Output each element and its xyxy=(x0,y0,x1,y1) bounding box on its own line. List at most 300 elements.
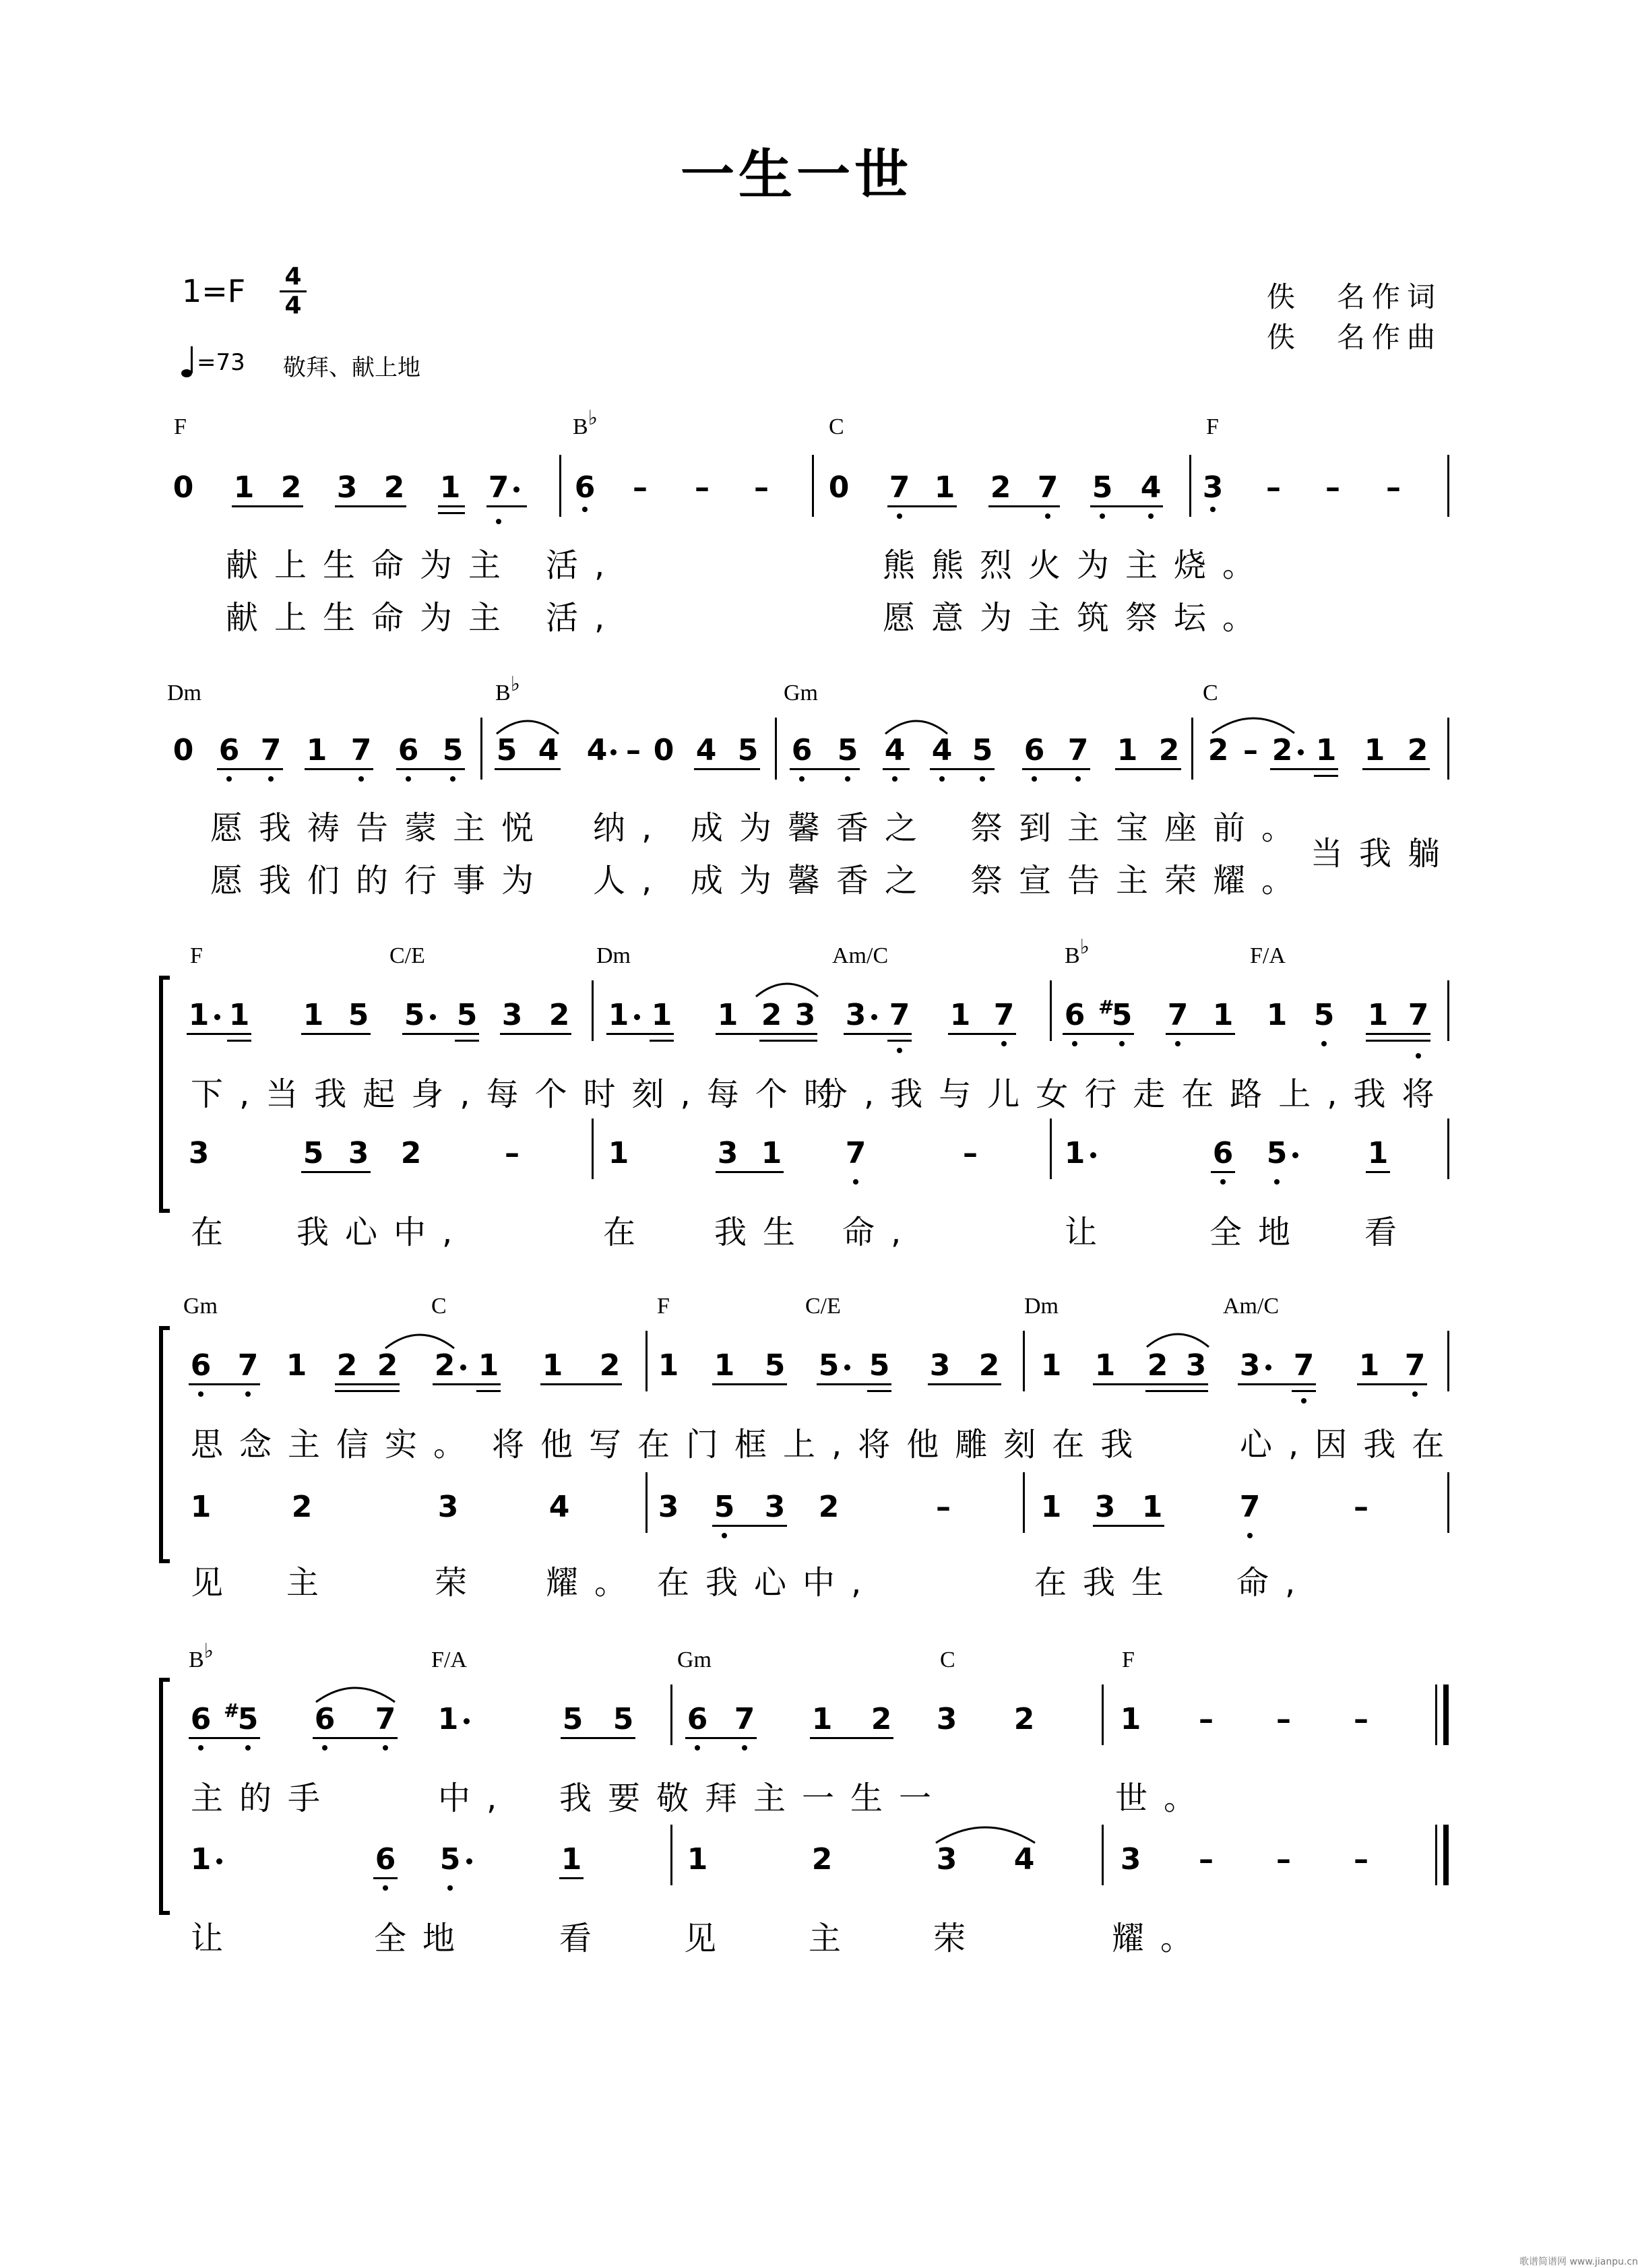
flat-icon: ♭ xyxy=(588,407,598,429)
eighth-underline xyxy=(189,1383,260,1385)
note: 7 xyxy=(1037,470,1059,505)
low-octave-dot xyxy=(695,1745,700,1751)
dash: – xyxy=(1276,1842,1291,1877)
note: 3 xyxy=(188,1136,210,1170)
lyric-line: 愿我祷告蒙主悦 xyxy=(210,809,550,847)
note: 3 xyxy=(1202,470,1224,505)
augmentation-dot xyxy=(430,1014,436,1020)
eighth-underline xyxy=(1166,1033,1235,1035)
chord-symbol: F/A xyxy=(1250,943,1286,968)
low-octave-dot xyxy=(1220,1179,1226,1185)
note: 1 xyxy=(714,1348,735,1383)
eighth-underline xyxy=(1115,768,1181,770)
eighth-underline xyxy=(500,1033,571,1035)
low-octave-dot xyxy=(582,507,588,512)
eighth-underline xyxy=(988,505,1060,507)
barline xyxy=(480,718,482,780)
lyric-syllable: 在我生 xyxy=(1034,1564,1180,1602)
augmentation-dot xyxy=(610,749,617,755)
slur xyxy=(753,974,821,1001)
note: 1 xyxy=(190,1490,212,1524)
augmentation-dot xyxy=(1292,1152,1298,1158)
eighth-underline xyxy=(1022,768,1090,770)
note: 5 xyxy=(442,733,464,767)
note: 6 xyxy=(1023,733,1045,767)
low-octave-dot xyxy=(897,513,902,519)
chord-symbol: Am/C xyxy=(1223,1294,1280,1319)
system-bracket xyxy=(159,1326,170,1563)
eighth-underline xyxy=(373,1877,398,1879)
dash: – xyxy=(1266,470,1281,505)
dash: – xyxy=(963,1136,978,1170)
note: 2 xyxy=(1207,733,1229,767)
note: 7 xyxy=(237,1348,259,1383)
sixteenth-underline xyxy=(1292,1390,1316,1392)
note: 1 xyxy=(478,1348,499,1383)
eighth-underline xyxy=(1366,1033,1430,1035)
dash: – xyxy=(1243,733,1258,767)
note: 5 xyxy=(496,733,517,767)
note: 1 xyxy=(761,1136,782,1170)
note: 7 xyxy=(1293,1348,1315,1383)
lyric-syllable: 主 xyxy=(286,1564,336,1602)
note: 2 xyxy=(818,1490,840,1524)
sixteenth-underline xyxy=(650,1040,674,1042)
eighth-underline xyxy=(189,1737,260,1739)
low-octave-dot xyxy=(358,776,364,782)
chord-symbol: C xyxy=(1203,681,1218,705)
lyric-syllable: 我心中, xyxy=(296,1214,469,1251)
note: 5 xyxy=(348,998,369,1032)
system-bracket xyxy=(159,1678,170,1915)
low-octave-dot xyxy=(226,776,232,782)
note: 7 xyxy=(260,733,282,767)
note: 4 xyxy=(884,733,906,767)
augmentation-dot xyxy=(464,1718,470,1724)
dash: – xyxy=(1325,470,1340,505)
barline xyxy=(1447,1331,1449,1391)
augmentation-dot xyxy=(466,1858,472,1864)
page-title: 一生一世 xyxy=(681,143,912,206)
note: 6 xyxy=(314,1702,336,1736)
chord-symbol: F xyxy=(190,943,203,968)
note: 0 xyxy=(172,470,194,505)
barline xyxy=(1050,1119,1052,1179)
low-octave-dot xyxy=(1032,776,1037,782)
dash: – xyxy=(695,470,710,505)
low-octave-dot xyxy=(1412,1391,1418,1397)
note: 2 xyxy=(1271,733,1293,767)
note: 3 xyxy=(658,1490,679,1524)
note: 3 xyxy=(348,1136,369,1170)
note: 2 xyxy=(978,1348,1000,1383)
note: 2 xyxy=(280,470,302,505)
note: 1 xyxy=(934,470,955,505)
note: 1 xyxy=(1040,1490,1062,1524)
note: 2 xyxy=(291,1490,313,1524)
chord-symbol xyxy=(573,407,598,440)
eighth-underline xyxy=(313,1737,398,1739)
lyric-syllable: 在我心中, xyxy=(657,1564,878,1602)
note: 1 xyxy=(687,1842,708,1877)
time-signature xyxy=(280,265,307,318)
note: 3 xyxy=(845,998,867,1032)
note: 4 xyxy=(586,733,608,767)
note: 2 xyxy=(336,1348,358,1383)
eighth-underline xyxy=(1357,1383,1427,1385)
note: 1 xyxy=(233,470,255,505)
dash: – xyxy=(1199,1702,1214,1736)
note: 1 xyxy=(542,1348,563,1383)
note: 2 xyxy=(377,1348,398,1383)
note: 3 xyxy=(1239,1348,1261,1383)
note: 2 xyxy=(434,1348,455,1383)
note: 7 xyxy=(375,1702,396,1736)
barline xyxy=(670,1684,672,1745)
note: 3 xyxy=(936,1702,957,1736)
note: 6 xyxy=(190,1702,212,1736)
note: 2 xyxy=(548,998,570,1032)
note: 3 xyxy=(501,998,523,1032)
chord-symbol: Dm xyxy=(1024,1294,1059,1319)
barline xyxy=(1102,1684,1104,1745)
note: 2 xyxy=(383,470,405,505)
lyric-line: 下,当我起身,每个时刻,每个时 xyxy=(191,1075,852,1113)
note: 1 xyxy=(1040,1348,1062,1383)
note: 5 xyxy=(714,1490,735,1524)
note: 5 xyxy=(562,1702,584,1736)
barline xyxy=(1447,718,1449,780)
note: 7 xyxy=(889,998,910,1032)
note: 1 xyxy=(1367,998,1389,1032)
chord-symbol: Dm xyxy=(167,681,201,705)
note: 1 xyxy=(1212,998,1234,1032)
lyric-syllable: 命, xyxy=(842,1214,918,1251)
sixteenth-underline xyxy=(227,1040,251,1042)
sixteenth-underline xyxy=(867,1390,891,1392)
note: 1 xyxy=(228,998,250,1032)
lyric-line: 思念主信实。 xyxy=(191,1426,482,1463)
lyric-line: 成为馨香之 xyxy=(691,862,934,900)
final-barline-thick xyxy=(1443,1825,1449,1885)
chord-symbol: Dm xyxy=(596,943,631,968)
dash: – xyxy=(1276,1702,1291,1736)
lyric-line: 我要敬拜主一生一 xyxy=(559,1779,948,1817)
note: 6 xyxy=(190,1348,212,1383)
low-octave-dot xyxy=(1416,1053,1421,1059)
note: 1 xyxy=(1364,733,1385,767)
eighth-underline xyxy=(685,1737,757,1739)
low-octave-dot xyxy=(1247,1533,1253,1538)
eighth-underline xyxy=(335,1383,400,1385)
lyric-syllable: 看 xyxy=(1364,1214,1414,1251)
note: 1 xyxy=(1367,1136,1389,1170)
lyric-syllable: 看 xyxy=(559,1920,608,1957)
note: 7 xyxy=(488,470,509,505)
note: 7 xyxy=(1239,1490,1261,1524)
note: 1 xyxy=(1315,733,1337,767)
dash: – xyxy=(1354,1842,1368,1877)
note: 5 xyxy=(1266,1136,1288,1170)
note: 3 xyxy=(437,1490,459,1524)
eighth-underline xyxy=(606,1033,674,1035)
lyric-line: 纳, xyxy=(593,809,668,847)
chord-symbol: Gm xyxy=(784,681,818,705)
sixteenth-underline xyxy=(438,512,465,514)
sixteenth-underline xyxy=(476,1390,501,1392)
note: 5 xyxy=(237,1702,259,1736)
barline xyxy=(1023,1472,1025,1533)
chord-symbol: Gm xyxy=(183,1294,218,1319)
eighth-underline xyxy=(1238,1383,1316,1385)
augmentation-dot xyxy=(871,1014,877,1020)
eighth-underline xyxy=(1093,1525,1164,1527)
note: 5 xyxy=(404,998,425,1032)
eighth-underline xyxy=(1362,768,1430,770)
augmentation-dot xyxy=(216,1858,222,1864)
note: 1 xyxy=(437,1702,459,1736)
lyric-syllable: 见 xyxy=(684,1920,733,1957)
low-octave-dot xyxy=(1001,1041,1007,1046)
note: 4 xyxy=(548,1490,570,1524)
note: 1 xyxy=(303,998,324,1032)
barline xyxy=(1102,1825,1104,1885)
note: 1 xyxy=(1358,1348,1380,1383)
note: 5 xyxy=(869,1348,890,1383)
note: 5 xyxy=(456,998,478,1032)
note: 6 xyxy=(375,1842,396,1877)
note: 1 xyxy=(1141,1490,1163,1524)
eighth-underline xyxy=(540,1383,622,1385)
note: 2 xyxy=(1147,1348,1168,1383)
chord-symbol: C xyxy=(940,1647,955,1672)
slur xyxy=(1144,1324,1211,1351)
eighth-underline xyxy=(438,505,465,507)
composer-credit: 佚 名作曲 xyxy=(1267,321,1443,354)
note: 2 xyxy=(400,1136,422,1170)
note: 5 xyxy=(1092,470,1113,505)
low-octave-dot xyxy=(722,1533,727,1538)
note: 6 xyxy=(1064,998,1085,1032)
lyric-syllable: 让 xyxy=(191,1920,240,1957)
final-barline-thin xyxy=(1435,1684,1437,1745)
note: 3 xyxy=(336,470,358,505)
note: 7 xyxy=(1067,733,1089,767)
lyric-line: 分,我与儿女行走在路上,我将 xyxy=(815,1075,1451,1113)
low-octave-dot xyxy=(1301,1398,1306,1404)
low-octave-dot xyxy=(198,1391,203,1397)
eighth-underline xyxy=(810,1737,893,1739)
augmentation-dot xyxy=(460,1364,466,1371)
lyric-line: 当我躺 xyxy=(1311,835,1457,873)
note: 4 xyxy=(1140,470,1162,505)
chord-symbol: F xyxy=(1206,414,1219,439)
lyric-syllable: 荣 xyxy=(435,1564,484,1602)
note: 7 xyxy=(350,733,372,767)
lyric-syllable: 耀。 xyxy=(1112,1920,1209,1957)
note: 3 xyxy=(1185,1348,1207,1383)
low-octave-dot xyxy=(853,1179,858,1185)
dash: – xyxy=(1354,1490,1368,1524)
augmentation-dot xyxy=(844,1364,850,1371)
flat-icon: ♭ xyxy=(1079,936,1090,958)
dash: – xyxy=(1386,470,1401,505)
note: 7 xyxy=(845,1136,867,1170)
barline xyxy=(670,1825,672,1885)
low-octave-dot xyxy=(1321,1041,1327,1046)
lyric-syllable: 荣 xyxy=(933,1920,982,1957)
low-octave-dot xyxy=(1072,1041,1077,1046)
eighth-underline xyxy=(1366,1171,1390,1173)
note: 3 xyxy=(794,998,816,1032)
chord-root: B xyxy=(1065,943,1080,968)
lyric-syllable: 让 xyxy=(1065,1214,1114,1251)
sixteenth-underline xyxy=(1314,775,1338,777)
note: 7 xyxy=(1408,998,1429,1032)
chord-root: B xyxy=(189,1647,204,1672)
low-octave-dot xyxy=(268,776,274,782)
note: 3 xyxy=(1120,1842,1141,1877)
eighth-underline xyxy=(217,768,283,770)
low-octave-dot xyxy=(1175,1041,1180,1046)
lyric-syllable: 命, xyxy=(1236,1564,1312,1602)
barline xyxy=(1447,455,1449,517)
low-octave-dot xyxy=(406,776,411,782)
augmentation-dot xyxy=(513,486,519,493)
low-octave-dot xyxy=(450,776,455,782)
augmentation-dot xyxy=(634,1014,640,1020)
chord-symbol xyxy=(495,673,520,706)
lyric-line: 活, xyxy=(546,599,621,637)
note: 1 xyxy=(286,1348,307,1383)
note: 3 xyxy=(936,1842,957,1877)
lyric-line: 将他写在门框上,将他雕刻在我 xyxy=(492,1426,1149,1463)
lyric-line: 熊熊烈火为主烧。 xyxy=(883,546,1271,584)
low-octave-dot xyxy=(892,776,897,782)
note: 5 xyxy=(1111,998,1133,1032)
low-octave-dot xyxy=(1119,1041,1125,1046)
eighth-underline xyxy=(232,505,303,507)
dash: – xyxy=(626,733,641,767)
eighth-underline xyxy=(433,1383,501,1385)
eighth-underline xyxy=(305,768,373,770)
note: 5 xyxy=(764,1348,786,1383)
low-octave-dot xyxy=(845,776,850,782)
note: 1 xyxy=(658,1348,679,1383)
lyricist-credit: 佚 名作词 xyxy=(1267,280,1443,313)
note: 0 xyxy=(172,733,194,767)
lyric-syllable: 在 xyxy=(603,1214,652,1251)
eighth-underline xyxy=(1063,1033,1134,1035)
note: 2 xyxy=(871,1702,892,1736)
augmentation-dot xyxy=(1090,1152,1096,1158)
note: 2 xyxy=(1158,733,1180,767)
note: 1 xyxy=(1094,1348,1116,1383)
lyric-line: 祭宣告主荣耀。 xyxy=(970,862,1311,900)
note: 3 xyxy=(1094,1490,1116,1524)
barline xyxy=(1447,1472,1449,1533)
augmentation-dot xyxy=(214,1014,220,1020)
lyric-line: 人, xyxy=(593,862,668,900)
note: 6 xyxy=(687,1702,708,1736)
low-octave-dot xyxy=(742,1745,747,1751)
lyric-line: 愿我们的行事为 xyxy=(210,862,550,900)
note: 1 xyxy=(439,470,461,505)
time-sig-bottom: 4 xyxy=(284,292,302,319)
low-octave-dot xyxy=(1210,507,1216,512)
note: 1 xyxy=(717,998,738,1032)
note: 5 xyxy=(972,733,993,767)
note: 4 xyxy=(1013,1842,1035,1877)
eighth-underline xyxy=(187,1033,251,1035)
note: 2 xyxy=(1013,1702,1035,1736)
key-signature: 1=F xyxy=(182,273,246,309)
note: 5 xyxy=(303,1136,324,1170)
sixteenth-underline xyxy=(759,1040,817,1042)
low-octave-dot xyxy=(322,1745,327,1751)
dash: – xyxy=(633,470,648,505)
sixteenth-underline xyxy=(486,505,527,507)
watermark: 歌谱简谱网 www.jianpu.cn xyxy=(1519,2257,1638,2267)
sixteenth-underline xyxy=(335,1390,400,1392)
eighth-underline xyxy=(561,1737,635,1739)
chord-symbol: Am/C xyxy=(832,943,889,968)
note: 4 xyxy=(695,733,717,767)
lyric-line: 中, xyxy=(438,1779,513,1817)
note: 7 xyxy=(1167,998,1189,1032)
eighth-underline xyxy=(928,1383,1001,1385)
eighth-underline xyxy=(1211,1171,1235,1173)
lyric-syllable: 我生 xyxy=(714,1214,812,1251)
eighth-underline xyxy=(930,768,995,770)
chord-symbol: F xyxy=(657,1294,670,1319)
note: 3 xyxy=(764,1490,786,1524)
lyric-syllable: 在 xyxy=(191,1214,240,1251)
note: 1 xyxy=(306,733,327,767)
barline xyxy=(775,718,777,780)
note: 1 xyxy=(190,1842,212,1877)
note: 1 xyxy=(1120,1702,1141,1736)
eighth-underline xyxy=(883,768,910,770)
note: 5 xyxy=(1313,998,1335,1032)
note: 5 xyxy=(837,733,858,767)
low-octave-dot xyxy=(799,776,805,782)
low-octave-dot xyxy=(496,519,501,524)
note: 1 xyxy=(811,1702,833,1736)
eighth-underline xyxy=(1093,1383,1208,1385)
lyric-line: 成为馨香之 xyxy=(691,809,934,847)
chord-symbol: F xyxy=(174,414,187,439)
eighth-underline xyxy=(694,768,760,770)
note: 7 xyxy=(1404,1348,1426,1383)
eighth-underline xyxy=(844,1033,912,1035)
dash: – xyxy=(754,470,769,505)
low-octave-dot xyxy=(245,1745,251,1751)
barline xyxy=(1023,1331,1025,1391)
eighth-underline xyxy=(716,1171,784,1173)
note: 1 xyxy=(608,998,629,1032)
note: 3 xyxy=(717,1136,738,1170)
eighth-underline xyxy=(790,768,860,770)
chord-symbol: C/E xyxy=(805,1294,841,1319)
flat-icon: ♭ xyxy=(510,673,520,695)
low-octave-dot xyxy=(198,1745,203,1751)
tempo-marking: =73 xyxy=(197,349,245,376)
quarter-note-icon xyxy=(181,345,197,381)
eighth-underline xyxy=(495,768,561,770)
chord-symbol: Gm xyxy=(677,1647,712,1672)
note: 4 xyxy=(931,733,953,767)
